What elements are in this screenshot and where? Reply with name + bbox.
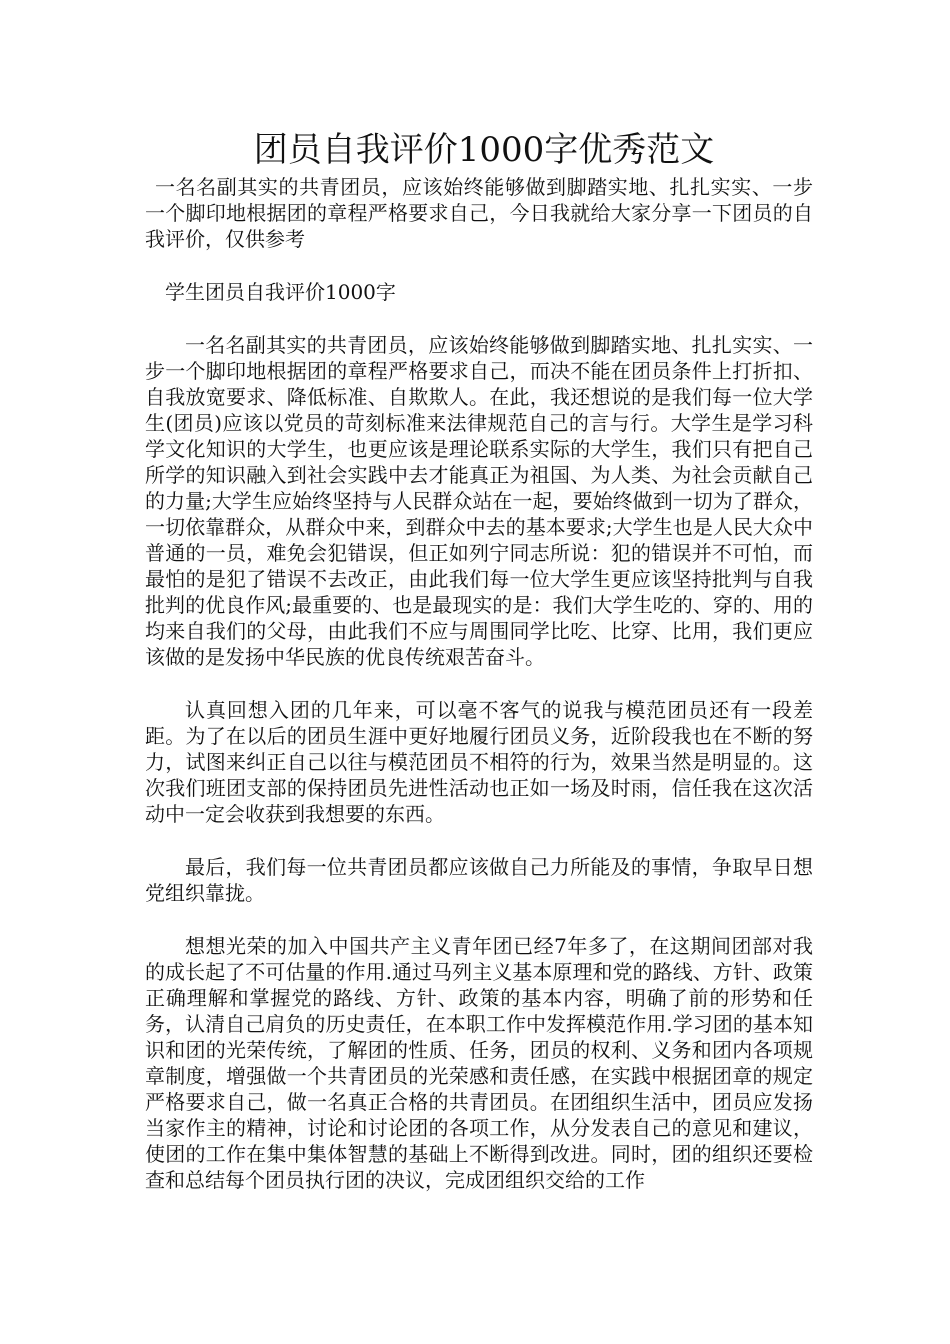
document-page [145,128,813,1193]
body-paragraph-2: 认真回想入团的几年来，可以毫不客气的说我与模范团员还有一段差距。为了在以后的团员生涯中更好地履行团员义务，近阶段我也在不断的努力，试图来纠正自己以往与模范团员不相符的行为，效果当然是明显的。这次我们班团支部的保持团员先进性活动也正如一场及时雨，信任我在这次活动中一定会收获到我想要的东西。 [145,698,813,826]
spacer [145,670,813,697]
intro-paragraph: 一名名副其实的共青团员，应该始终能够做到脚踏实地、扎扎实实、一步一个脚印地根据团的章程严格要求自己，今日我就给大家分享一下团员的自我评价，仅供参考 [145,175,813,251]
spacer [145,906,813,933]
document-title: 团员自我评价1000字优秀范文 [253,130,715,170]
body-paragraph-3: 最后，我们每一位共青团员都应该做自己力所能及的事情，争取早日想党组织靠拢。 [145,855,813,905]
body-paragraph-4: 想想光荣的加入中国共产主义青年团已经7年多了，在这期间团部对我的成长起了不可估量的作用.通过马列主义基本原理和党的路线、方针、政策正确理解和掌握党的路线、方针、政策的基本内容，明确了前的形势和任务，认清自己肩负的历史责任，在本职工作中发挥模范作用.学习团的基本知识和团的光荣传统，了解团的性质、任务，团员的权利、义务和团内各项规章制度，增强做一个共青团员的光荣感和责任感，在实践中根据团章的规定严格要求自己，做一名真正合格的共青团员。在团组织生活中，团员应发扬当家作主的精神，讨论和讨论团的各项工作，从分发表自己的意见和建议，使团的工作在集中集体智慧的基础上不断得到改进。同时，团的组织还要检查和总结每个团员执行团的决议，完成团组织交给的工作 [145,934,813,1192]
body-paragraph-1: 一名名副其实的共青团员，应该始终能够做到脚踏实地、扎扎实实、一步一个脚印地根据团的章程严格要求自己，而决不能在团员条件上打折扣、自我放宽要求、降低标准、自欺欺人。在此，我还想说的是我们每一位大学生(团员)应该以党员的苛刻标准来法律规范自己的言与行。大学生是学习科学文化知识的大学生，也更应该是理论联系实际的大学生，我们只有把自己所学的知识融入到社会实践中去才能真正为祖国、为人类、为社会贡献自己的力量;大学生应始终坚持与人民群众站在一起，要始终做到一切为了群众，一切依靠群众，从群众中来，到群众中去的基本要求;大学生也是人民大众中普通的一员，难免会犯错误，但正如列宁同志所说：犯的错误并不可怕，而最怕的是犯了错误不去改正，由此我们每一位大学生更应该坚持批判与自我批判的优良作风;最重要的、也是最现实的是：我们大学生吃的、穿的、用的均来自我们的父母，由此我们不应与周围同学比吃、比穿、比用，我们更应该做的是发扬中华民族的优良传统艰苦奋斗。 [145,333,813,669]
spacer [145,827,813,854]
section-title: 学生团员自我评价1000字 [165,280,396,304]
spacer [145,305,813,332]
spacer [145,252,813,279]
